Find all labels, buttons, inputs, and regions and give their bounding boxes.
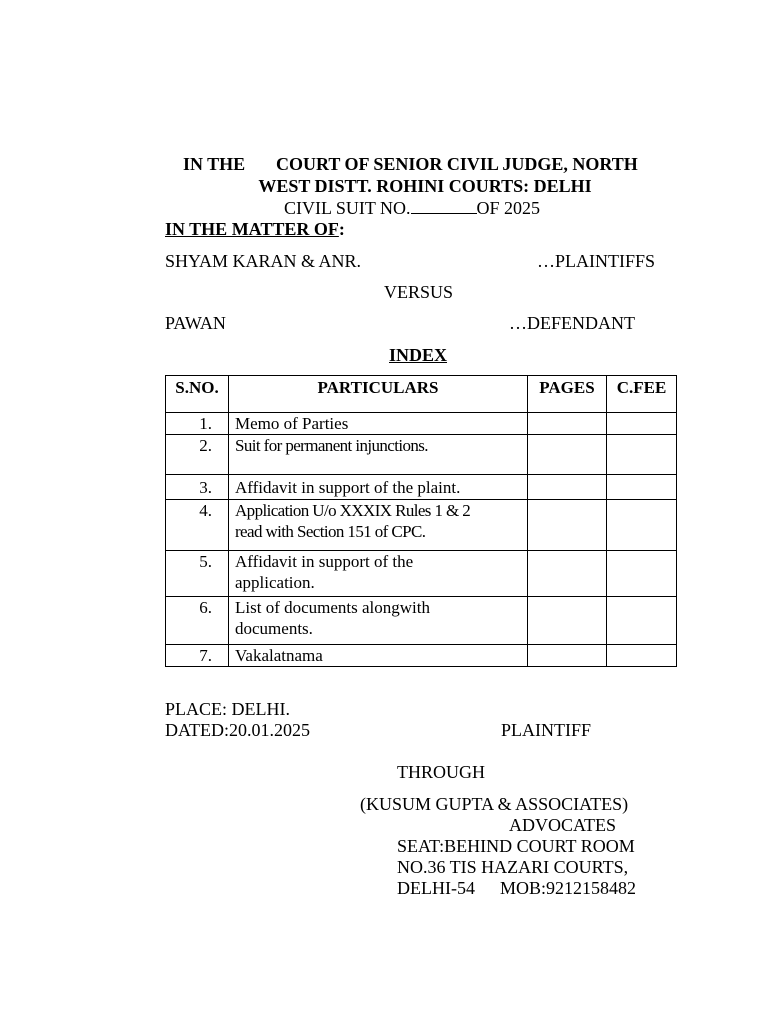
row-particulars-line1: Application U/o XXXIX Rules 1 & 2 bbox=[235, 501, 471, 520]
through-label: THROUGH bbox=[397, 762, 485, 782]
row-pages bbox=[528, 500, 607, 551]
plaintiff-role: …PLAINTIFFS bbox=[537, 251, 656, 271]
row-sno: 1. bbox=[166, 413, 229, 435]
row-particulars-line2: read with Section 151 of CPC. bbox=[235, 522, 426, 541]
row-particulars: Affidavit in support of the plaint. bbox=[229, 475, 528, 500]
row-sno: 2. bbox=[166, 435, 229, 475]
row-pages bbox=[528, 435, 607, 475]
seat-line1: SEAT:BEHIND COURT ROOM bbox=[397, 836, 635, 856]
dated-line: DATED:20.01.2025 bbox=[165, 720, 310, 740]
defendant-role: …DEFENDANT bbox=[509, 313, 635, 333]
row-cfee bbox=[607, 435, 677, 475]
row-particulars bbox=[229, 551, 528, 597]
matter-heading-text: IN THE MATTER OF bbox=[165, 219, 339, 239]
suit-number-blank bbox=[411, 198, 477, 214]
place-line: PLACE: DELHI. bbox=[165, 699, 290, 719]
matter-heading-colon: : bbox=[338, 219, 345, 239]
table-row bbox=[166, 551, 677, 597]
table-row bbox=[166, 475, 677, 500]
index-header-row bbox=[166, 376, 677, 413]
row-particulars-line2: documents. bbox=[235, 619, 313, 638]
court-heading-line1: COURT OF SENIOR CIVIL JUDGE, NORTH bbox=[276, 154, 638, 174]
table-row bbox=[166, 500, 677, 551]
index-heading: INDEX bbox=[389, 345, 448, 365]
row-particulars: Suit for permanent injunctions. bbox=[229, 435, 528, 475]
row-pages bbox=[528, 475, 607, 500]
plaintiff-name: SHYAM KARAN & ANR. bbox=[165, 251, 362, 271]
row-pages bbox=[528, 597, 607, 645]
table-row bbox=[166, 435, 677, 475]
column-header-sno: S.NO. bbox=[166, 376, 229, 413]
row-sno: 7. bbox=[166, 645, 229, 667]
row-particulars-line1: List of documents alongwith bbox=[235, 598, 431, 617]
row-particulars: Memo of Parties bbox=[229, 413, 528, 435]
row-cfee bbox=[607, 500, 677, 551]
column-header-cfee: C.FEE bbox=[607, 376, 677, 413]
row-cfee bbox=[607, 645, 677, 667]
row-cfee bbox=[607, 597, 677, 645]
matter-heading bbox=[165, 219, 345, 240]
row-sno: 3. bbox=[166, 475, 229, 500]
row-sno: 5. bbox=[166, 551, 229, 597]
row-particulars: Vakalatnama bbox=[229, 645, 528, 667]
table-row bbox=[166, 413, 677, 435]
versus-label: VERSUS bbox=[384, 282, 454, 302]
suit-number-suffix: OF 2025 bbox=[476, 198, 541, 218]
plaintiff-signature-label: PLAINTIFF bbox=[501, 720, 592, 740]
court-heading-line2: WEST DISTT. ROHINI COURTS: DELHI bbox=[258, 176, 592, 196]
advocates-label: ADVOCATES bbox=[509, 815, 617, 835]
row-sno: 4. bbox=[166, 500, 229, 551]
suit-number-prefix: CIVIL SUIT NO. bbox=[284, 198, 411, 218]
row-particulars bbox=[229, 500, 528, 551]
row-cfee bbox=[607, 413, 677, 435]
row-particulars bbox=[229, 597, 528, 645]
row-particulars-line1: Affidavit in support of the bbox=[235, 552, 414, 571]
suit-number-line bbox=[284, 198, 540, 219]
row-pages bbox=[528, 645, 607, 667]
row-cfee bbox=[607, 551, 677, 597]
defendant-name: PAWAN bbox=[165, 313, 226, 333]
row-particulars-line2: application. bbox=[235, 573, 315, 592]
seat-line3-city: DELHI-54 bbox=[397, 878, 475, 898]
table-row bbox=[166, 645, 677, 667]
table-row bbox=[166, 597, 677, 645]
seat-line2: NO.36 TIS HAZARI COURTS, bbox=[397, 857, 629, 877]
row-cfee bbox=[607, 475, 677, 500]
row-sno: 6. bbox=[166, 597, 229, 645]
mobile-number: MOB:9212158482 bbox=[500, 878, 637, 898]
firm-name: (KUSUM GUPTA & ASSOCIATES) bbox=[360, 794, 629, 814]
column-header-pages: PAGES bbox=[528, 376, 607, 413]
column-header-particulars: PARTICULARS bbox=[229, 376, 528, 413]
court-heading-in-the: IN THE bbox=[183, 154, 246, 174]
index-table bbox=[165, 375, 677, 667]
row-pages bbox=[528, 551, 607, 597]
row-pages bbox=[528, 413, 607, 435]
